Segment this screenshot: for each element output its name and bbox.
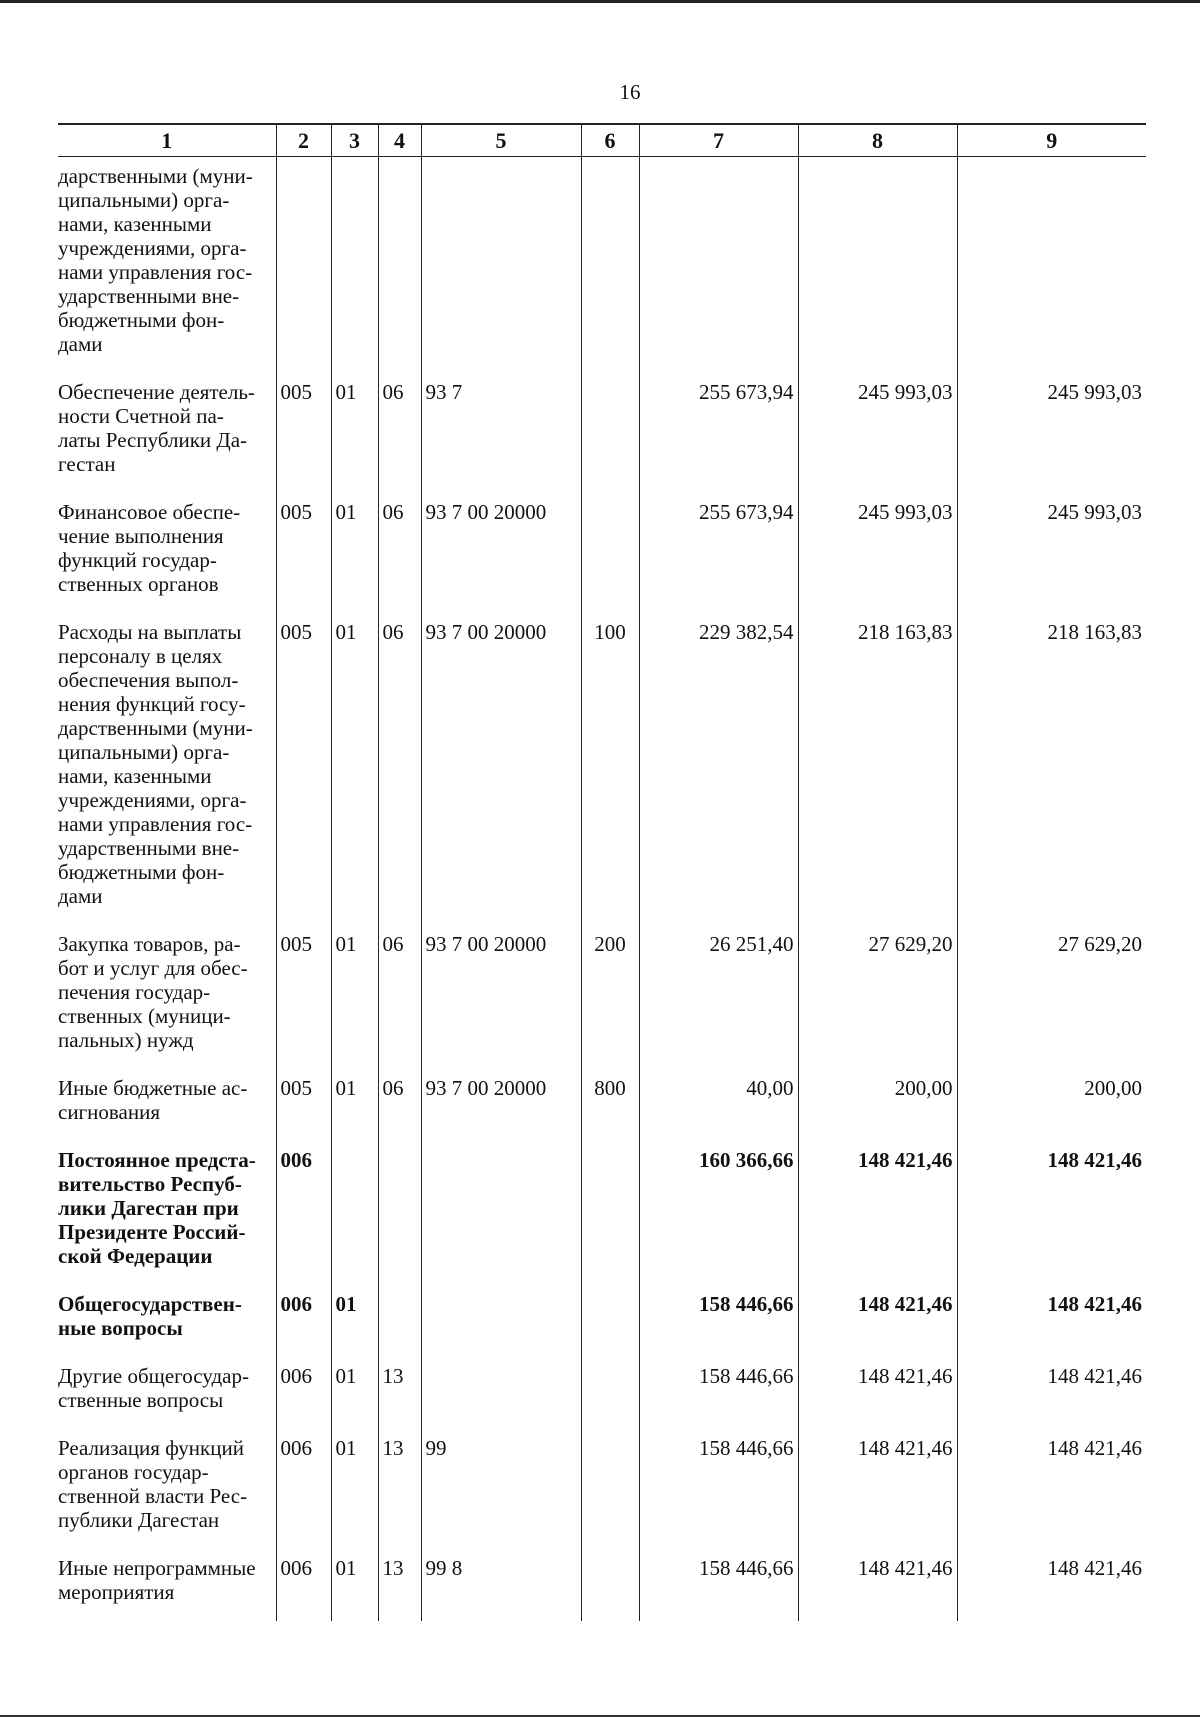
cell-expense-type: 100	[581, 613, 639, 925]
cell-ministry-code: 006	[276, 1357, 331, 1429]
cell-amount-col7: 26 251,40	[639, 925, 798, 1069]
cell-ministry-code	[276, 157, 331, 374]
cell-subsection-code	[378, 1141, 421, 1285]
cell-expense-type	[581, 1429, 639, 1549]
cell-expense-type	[581, 1549, 639, 1621]
cell-amount-col9: 200,00	[957, 1069, 1146, 1141]
cell-subsection-code: 13	[378, 1549, 421, 1621]
table-row	[58, 1429, 1146, 1549]
cell-ministry-code: 006	[276, 1549, 331, 1621]
top-scan-edge	[0, 0, 1200, 3]
cell-amount-col9: 148 421,46	[957, 1429, 1146, 1549]
cell-ministry-code: 006	[276, 1429, 331, 1549]
cell-target-article	[421, 1285, 581, 1357]
cell-section-code: 01	[331, 925, 378, 1069]
cell-amount-col8: 148 421,46	[798, 1429, 957, 1549]
cell-amount-col9: 245 993,03	[957, 373, 1146, 493]
cell-amount-col7: 255 673,94	[639, 493, 798, 613]
table-body	[58, 157, 1146, 1622]
cell-amount-col9: 148 421,46	[957, 1141, 1146, 1285]
cell-section-code: 01	[331, 1429, 378, 1549]
cell-target-article: 93 7 00 20000	[421, 1069, 581, 1141]
cell-amount-col7: 40,00	[639, 1069, 798, 1141]
cell-subsection-code: 13	[378, 1357, 421, 1429]
cell-subsection-code	[378, 1285, 421, 1357]
cell-amount-col7: 255 673,94	[639, 373, 798, 493]
cell-amount-col9: 148 421,46	[957, 1357, 1146, 1429]
cell-subsection-code	[378, 157, 421, 374]
cell-description: Финансовое обеспе- чение выполнения функций государ- ственных органов	[58, 493, 276, 613]
cell-subsection-code: 06	[378, 493, 421, 613]
cell-ministry-code: 005	[276, 373, 331, 493]
cell-ministry-code: 005	[276, 925, 331, 1069]
cell-amount-col7: 158 446,66	[639, 1429, 798, 1549]
cell-amount-col9: 148 421,46	[957, 1549, 1146, 1621]
cell-amount-col8	[798, 157, 957, 374]
header-col-8: 8	[798, 124, 957, 157]
cell-ministry-code: 005	[276, 613, 331, 925]
cell-amount-col8: 148 421,46	[798, 1285, 957, 1357]
cell-description: Иные бюджетные ас- сигнования	[58, 1069, 276, 1141]
cell-amount-col8: 245 993,03	[798, 373, 957, 493]
cell-section-code: 01	[331, 1069, 378, 1141]
header-col-6: 6	[581, 124, 639, 157]
cell-amount-col9: 27 629,20	[957, 925, 1146, 1069]
cell-amount-col7: 160 366,66	[639, 1141, 798, 1285]
cell-section-code: 01	[331, 493, 378, 613]
cell-amount-col7	[639, 157, 798, 374]
cell-description: Расходы на выплаты персоналу в целях обеспечения выпол- нения функций госу- дарственными (муни- ципальными) орга- нами, казенными учреждениями, орга- нами управления гос- ударственными вне- бюджетными фон- дами	[58, 613, 276, 925]
cell-amount-col8: 148 421,46	[798, 1357, 957, 1429]
cell-description: Закупка товаров, ра- бот и услуг для обес- печения государ- ственных (муници- пальных) нужд	[58, 925, 276, 1069]
cell-amount-col8: 27 629,20	[798, 925, 957, 1069]
budget-table	[58, 123, 1146, 1621]
cell-expense-type	[581, 157, 639, 374]
cell-subsection-code: 06	[378, 613, 421, 925]
cell-target-article: 93 7 00 20000	[421, 925, 581, 1069]
table-row	[58, 613, 1146, 925]
cell-amount-col7: 229 382,54	[639, 613, 798, 925]
cell-expense-type	[581, 1357, 639, 1429]
table-row	[58, 1357, 1146, 1429]
cell-amount-col8: 218 163,83	[798, 613, 957, 925]
cell-section-code	[331, 1141, 378, 1285]
cell-amount-col8: 245 993,03	[798, 493, 957, 613]
table-row	[58, 1549, 1146, 1621]
cell-amount-col8: 148 421,46	[798, 1549, 957, 1621]
header-col-2: 2	[276, 124, 331, 157]
header-col-4: 4	[378, 124, 421, 157]
cell-expense-type: 200	[581, 925, 639, 1069]
header-col-7: 7	[639, 124, 798, 157]
cell-amount-col9: 218 163,83	[957, 613, 1146, 925]
cell-amount-col7: 158 446,66	[639, 1549, 798, 1621]
header-col-3: 3	[331, 124, 378, 157]
cell-section-code: 01	[331, 373, 378, 493]
cell-description: Постоянное предста- вительство Респуб- лики Дагестан при Президенте Россий- ской Федерации	[58, 1141, 276, 1285]
cell-subsection-code: 06	[378, 373, 421, 493]
header-row	[58, 124, 1146, 157]
cell-section-code: 01	[331, 613, 378, 925]
cell-expense-type	[581, 1285, 639, 1357]
cell-section-code: 01	[331, 1549, 378, 1621]
cell-target-article: 93 7 00 20000	[421, 613, 581, 925]
table-header	[58, 124, 1146, 157]
table-row	[58, 373, 1146, 493]
cell-description: Другие общегосудар- ственные вопросы	[58, 1357, 276, 1429]
cell-description: Общегосударствен- ные вопросы	[58, 1285, 276, 1357]
cell-amount-col7: 158 446,66	[639, 1285, 798, 1357]
cell-amount-col8: 200,00	[798, 1069, 957, 1141]
page-number: 16	[619, 80, 641, 104]
cell-amount-col9: 245 993,03	[957, 493, 1146, 613]
cell-amount-col8: 148 421,46	[798, 1141, 957, 1285]
cell-target-article	[421, 1141, 581, 1285]
cell-ministry-code: 005	[276, 493, 331, 613]
cell-target-article: 93 7 00 20000	[421, 493, 581, 613]
table-row	[58, 157, 1146, 374]
table-row	[58, 1285, 1146, 1357]
cell-ministry-code: 005	[276, 1069, 331, 1141]
header-col-5: 5	[421, 124, 581, 157]
cell-description: Обеспечение деятель- ности Счетной па- латы Республики Да- гестан	[58, 373, 276, 493]
table-row	[58, 1069, 1146, 1141]
cell-expense-type	[581, 493, 639, 613]
cell-expense-type	[581, 373, 639, 493]
table-row	[58, 925, 1146, 1069]
cell-amount-col7: 158 446,66	[639, 1357, 798, 1429]
cell-subsection-code: 13	[378, 1429, 421, 1549]
cell-amount-col9: 148 421,46	[957, 1285, 1146, 1357]
cell-description: Реализация функций органов государ- ственной власти Рес- публики Дагестан	[58, 1429, 276, 1549]
cell-ministry-code: 006	[276, 1285, 331, 1357]
cell-amount-col9	[957, 157, 1146, 374]
cell-section-code	[331, 157, 378, 374]
cell-expense-type: 800	[581, 1069, 639, 1141]
cell-subsection-code: 06	[378, 925, 421, 1069]
cell-section-code: 01	[331, 1357, 378, 1429]
cell-target-article	[421, 157, 581, 374]
cell-description: дарственными (муни- ципальными) орга- нами, казенными учреждениями, орга- нами управления гос- ударственными вне- бюджетными фон- дами	[58, 157, 276, 374]
cell-target-article	[421, 1357, 581, 1429]
cell-target-article: 99	[421, 1429, 581, 1549]
cell-target-article: 93 7	[421, 373, 581, 493]
cell-subsection-code: 06	[378, 1069, 421, 1141]
table-row	[58, 1141, 1146, 1285]
cell-ministry-code: 006	[276, 1141, 331, 1285]
cell-target-article: 99 8	[421, 1549, 581, 1621]
table-row	[58, 493, 1146, 613]
cell-section-code: 01	[331, 1285, 378, 1357]
cell-expense-type	[581, 1141, 639, 1285]
header-col-9: 9	[957, 124, 1146, 157]
header-col-1: 1	[58, 124, 276, 157]
cell-description: Иные непрограммные мероприятия	[58, 1549, 276, 1621]
